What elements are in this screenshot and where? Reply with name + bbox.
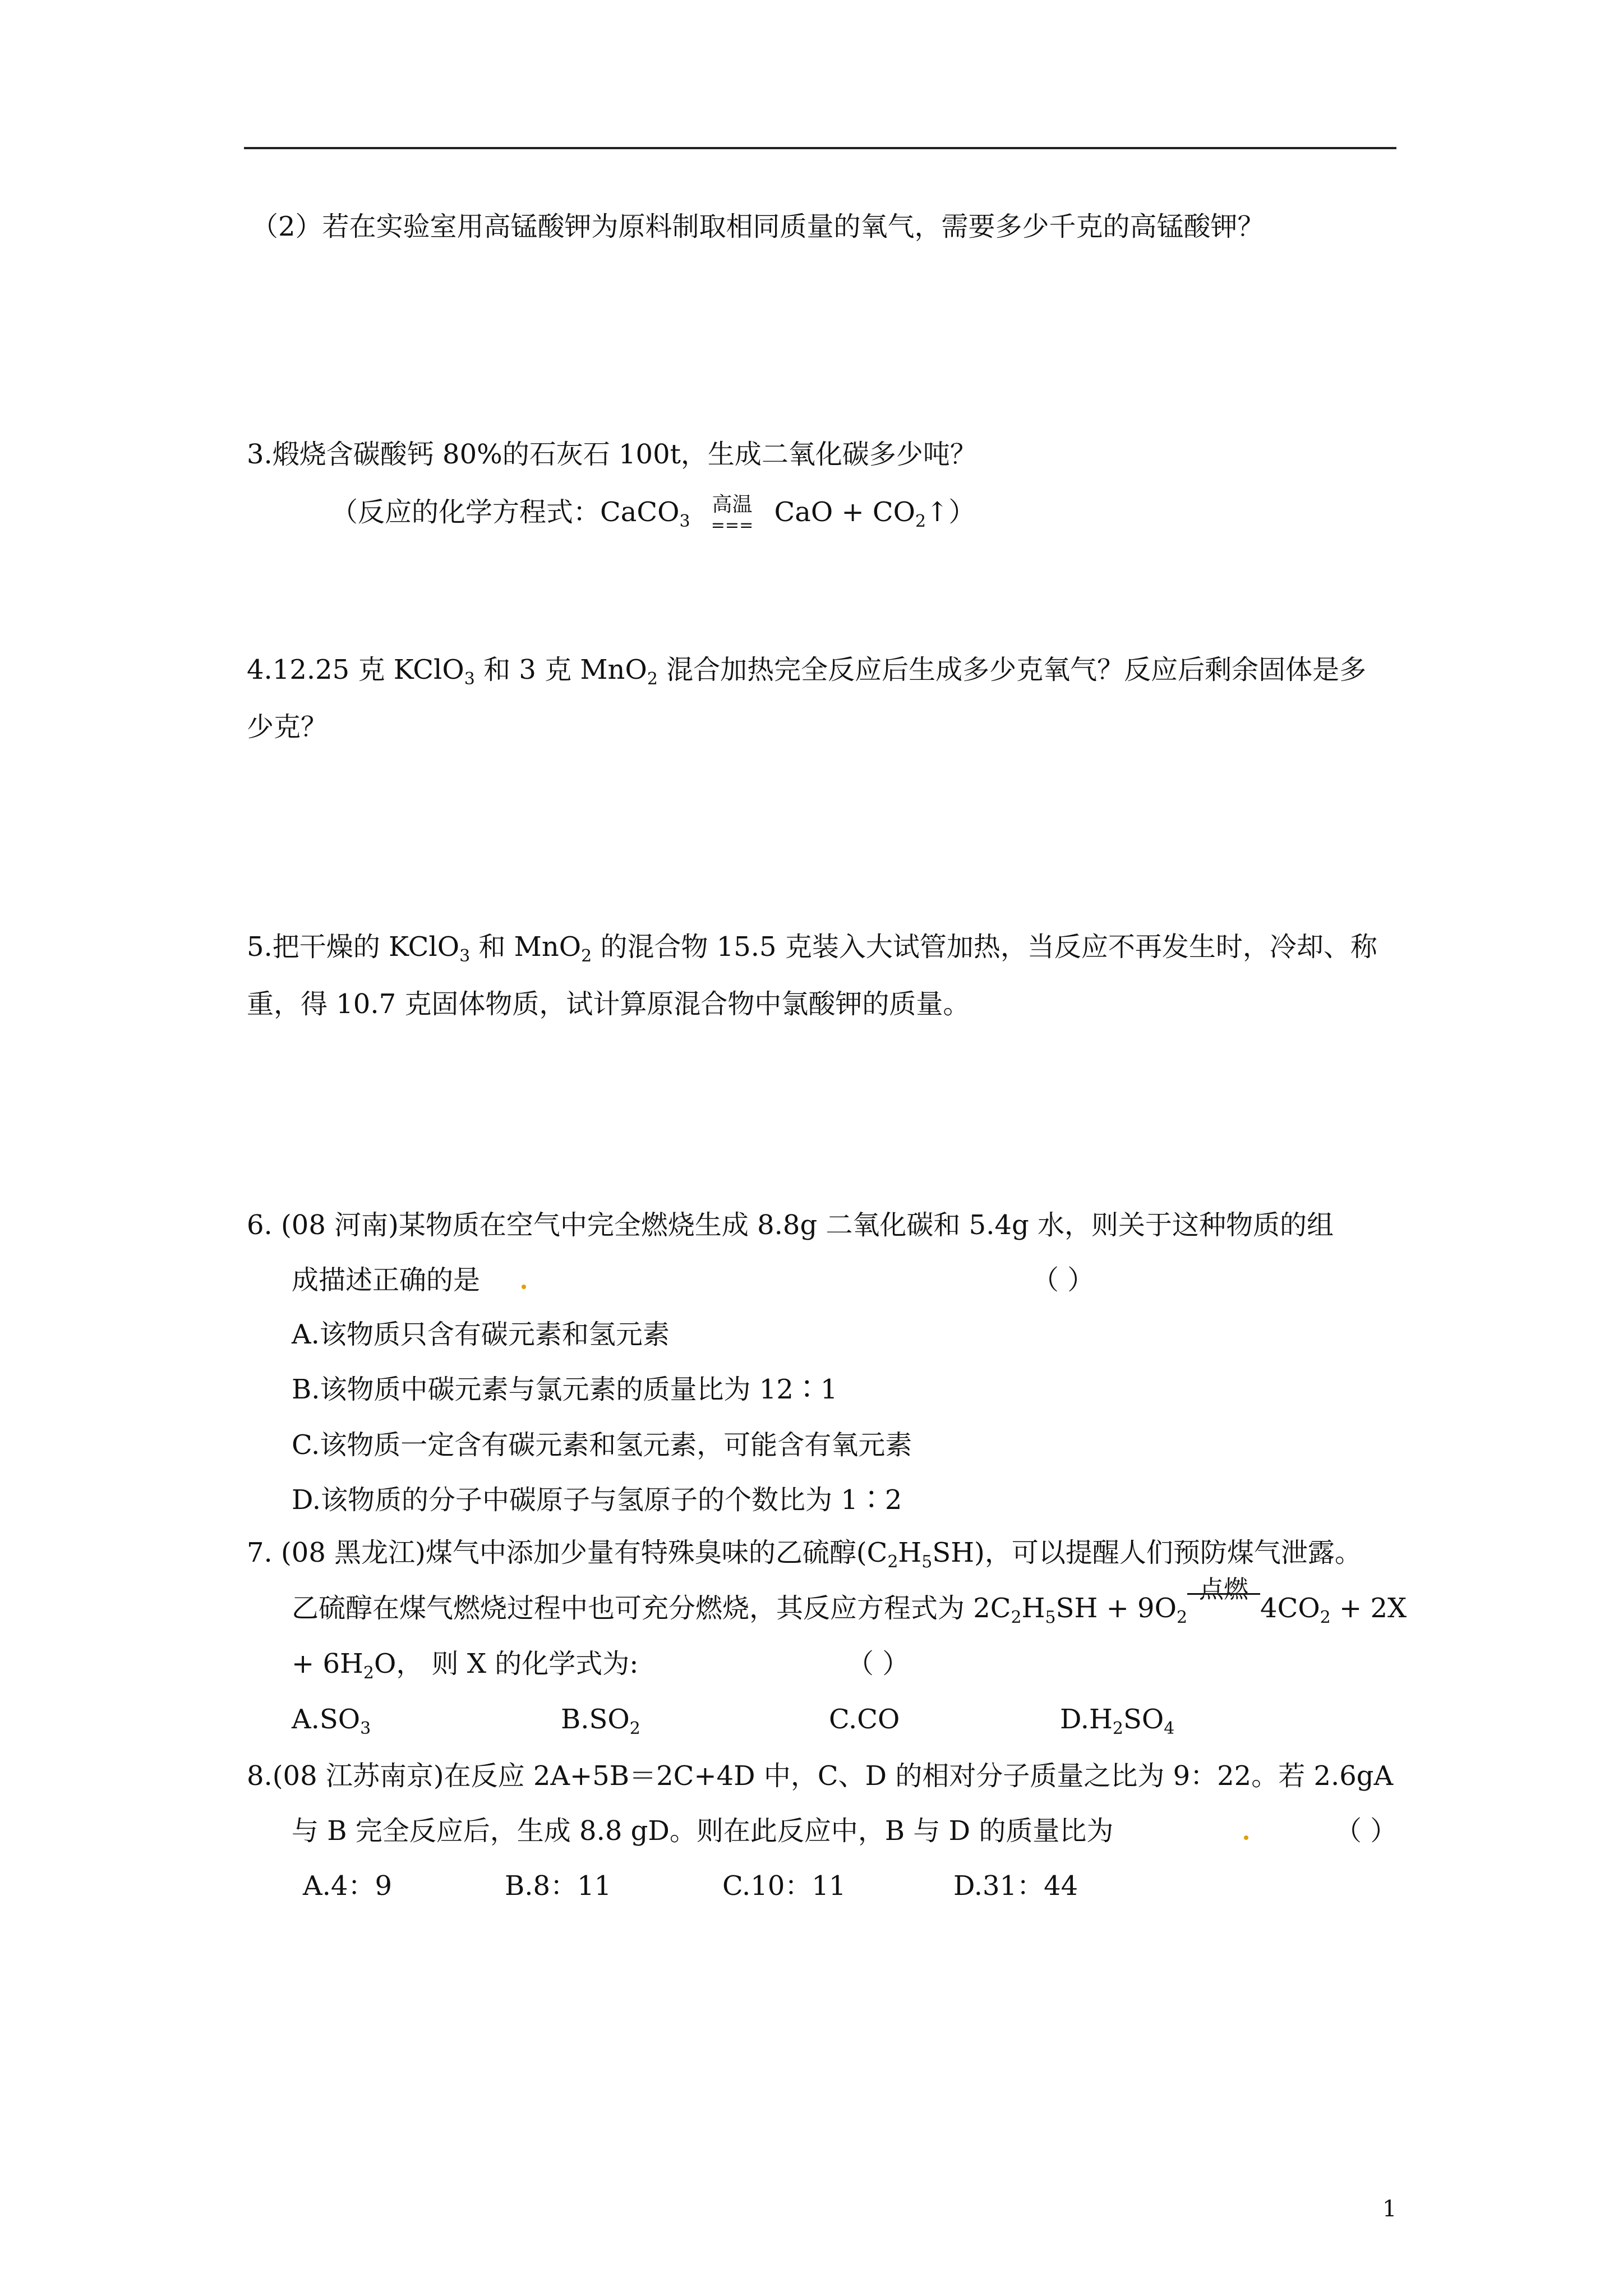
question-4-line-2: 少克？ [247,711,328,743]
answer-bracket: （ ） [1032,1264,1095,1296]
question-7: 7. (08 黑龙江)煤气中添加少量有特殊臭味的乙硫醇$(C_2H_5SH)$，可以提醒人们预防煤气泄露。 [247,1537,1362,1572]
question-5-line-2: 重，得 10.7 克固体物质，试计算原混合物中氯酸钾的质量。 [247,988,970,1020]
option-a: A.4：9 [303,1870,393,1902]
option-c: C.CO [829,1704,900,1735]
mark-dot [522,1285,526,1289]
question-8-line-2: 与 B 完全反应后，生成 8.8 gD。则在此反应中，B 与 D 的质量比为 [292,1815,1114,1847]
question-4: 4.12.25 克 KClO$_3$ 和 3 克 MnO$_2$ 混合加热完全反应后生成多少克氧气？反应后剩余固体是多 [247,654,1367,689]
option-c: C.该物质一定含有碳元素和氢元素，可能含有氧元素 [292,1429,912,1461]
condition-ignite: 点燃 [1187,1601,1260,1622]
question-2-part-2: （2）若在实验室用高锰酸钾为原料制取相同质量的氧气，需要多少千克的高锰酸钾？ [251,211,1265,242]
option-c: C.10：11 [722,1870,846,1902]
option-d: $D.H_2SO_4$ [1060,1704,1175,1738]
header-rule [244,147,1396,149]
question-8: 8.(08 江苏南京)在反应 2A+5B＝2C+4D 中，C、D 的相对分子质量之比为 9：22。若 2.6gA [247,1760,1394,1792]
question-5: 5.把干燥的 KClO$_3$ 和 MnO$_2$ 的混合物 15.5 克装入大试管加热，当反应不再发生时，冷却、称 [247,931,1377,966]
option-b: B.该物质中碳元素与氯元素的质量比为 12∶1 [292,1374,838,1405]
question-3-equation: （反应的化学方程式：CaCO$_3$ 高温 === CaO + $CO_2↑$） [331,493,976,535]
answer-bracket: （ ） [847,1648,910,1680]
page-number: 1 [1382,2196,1397,2222]
mark-dot [1244,1835,1248,1840]
question-6: 6. (08 河南)某物质在空气中完全燃烧生成 8.8g 二氧化碳和 5.4g 水，则关于这种物质的组 [247,1209,1334,1241]
option-a: $A.SO_3$ [292,1704,371,1738]
option-d: D.31：44 [953,1870,1078,1902]
option-d: D.该物质的分子中碳原子与氢原子的个数比为 1∶2 [292,1484,902,1516]
question-6-line-2: 成描述正确的是 [292,1264,481,1296]
answer-bracket: （ ） [1335,1815,1398,1847]
question-3: 3.煅烧含碳酸钙 80%的石灰石 100t，生成二氧化碳多少吨？ [247,439,977,470]
question-7-line-2: 乙硫醇在煤气燃烧过程中也可充分燃烧，其反应方程式为 $2C_2H_5SH + 9O_2$ 点燃 $4CO_2 + 2X$ [292,1575,1407,1627]
option-a: A.该物质只含有碳元素和氢元素 [292,1319,670,1350]
condition-high-temp: 高温 === [711,493,754,535]
question-7-line-3: + $6H_2O$， 则 X 的化学式为: [292,1648,639,1683]
option-b: $B.SO_2$ [561,1704,640,1738]
option-b: B.8：11 [505,1870,612,1902]
